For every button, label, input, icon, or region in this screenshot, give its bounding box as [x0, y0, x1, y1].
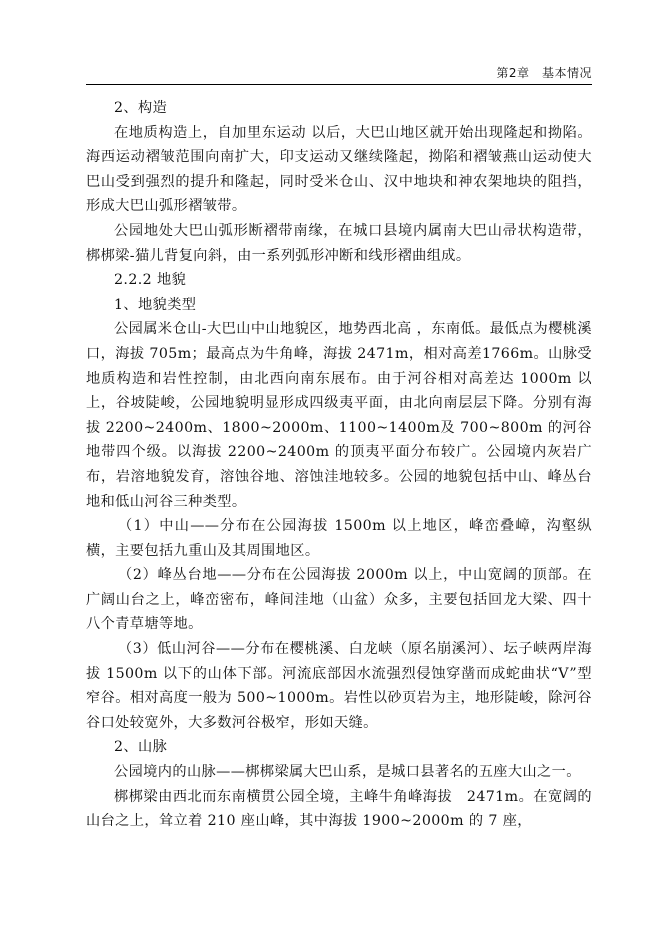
paragraph-landform-item-1: （1）中山——分布在公园海拔 1500m 以上地区，峰峦叠嶂，沟壑纵横，主要包括九重山及其周围地区。: [86, 518, 592, 559]
chapter-title: 第2章 基本情况: [496, 66, 592, 80]
paragraph-structure-2: 公园地处大巴山弧形断褶带南缘，在城口县境内属南大巴山帚状构造带，梆梆梁-猫儿背复向斜，由一系列弧形冲断和线形褶曲组成。: [86, 222, 592, 264]
section-heading-structure: 2、构造: [114, 100, 168, 116]
paragraph-landform-item-3: （3）低山河谷——分布在樱桃溪、白龙峡（原名崩溪河）、坛子峡两岸海拔 1500m 以下的山体下部。河流底部因水流强烈侵蚀穿凿而成蛇曲状“V”型窄谷。相对高度一般为 500~1000m。岩性以砂页岩为主，地形陡峻，除河谷谷口处较宽外，大多数河谷极窄，形如天缝。: [86, 641, 592, 731]
section-heading-mountains: 2、山脉: [114, 739, 168, 756]
subsection-heading-landform-types: 1、地貌类型: [114, 296, 197, 313]
paragraph-landform-item-2: （2）峰丛台地——分布在公园海拔 2000m 以上，中山宽阔的顶部。在广阔山台之上，峰峦密布，峰间洼地（山盆）众多，主要包括回龙大梁、四十八个青草塘等地。: [86, 567, 592, 633]
paragraph-mountains-2: 梆梆梁由西北而东南横贯公园全境，主峰牛角峰海拔 2471m。在宽阔的山台之上，耸立着 210 座山峰，其中海拔 1900~2000m 的 7 座，: [86, 788, 592, 830]
paragraph-structure-1: 在地质构造上，自加里东运动 以后，大巴山地区就开始出现隆起和拗陷。海西运动褶皱范围向南扩大，印支运动又继续隆起，拗陷和褶皱燕山运动使大巴山受到强烈的提升和隆起，同时受米仓山、汉中地块和神农架地块的阻挡，形成大巴山弧形褶皱带。: [86, 124, 592, 215]
paragraph-mountains-1: 公园境内的山脉——梆梆梁属大巴山系，是城口县著名的五座大山之一。: [114, 764, 581, 781]
paragraph-landform-1: 公园属米仓山-大巴山中山地貌区，地势西北高 ，东南低。最低点为樱桃溪口，海拔 705m；最高点为牛角峰，海拔 2471m，相对高差1766m。山脉受地质构造和岩性控制，由北西向南东展布。由于河谷相对高差达 1000m 以上，谷坡陡峻，公园地貌明显形成四级夷平面，由北向南层层下降。分别有海拔 2200~2400m、1800~2000m、1100~1400m及 700~800m 的河谷地带四个级。以海拔 2200~2400m 的顶夷平面分布较广。公园境内灰岩广布，岩溶地貌发育，溶蚀谷地、溶蚀洼地较多。公园的地貌包括中山、峰丛台地和低山河谷三种类型。: [86, 321, 592, 510]
section-title-landform: 2.2.2 地貌: [114, 272, 187, 289]
page-header: [86, 62, 592, 85]
document-body: [86, 96, 592, 834]
